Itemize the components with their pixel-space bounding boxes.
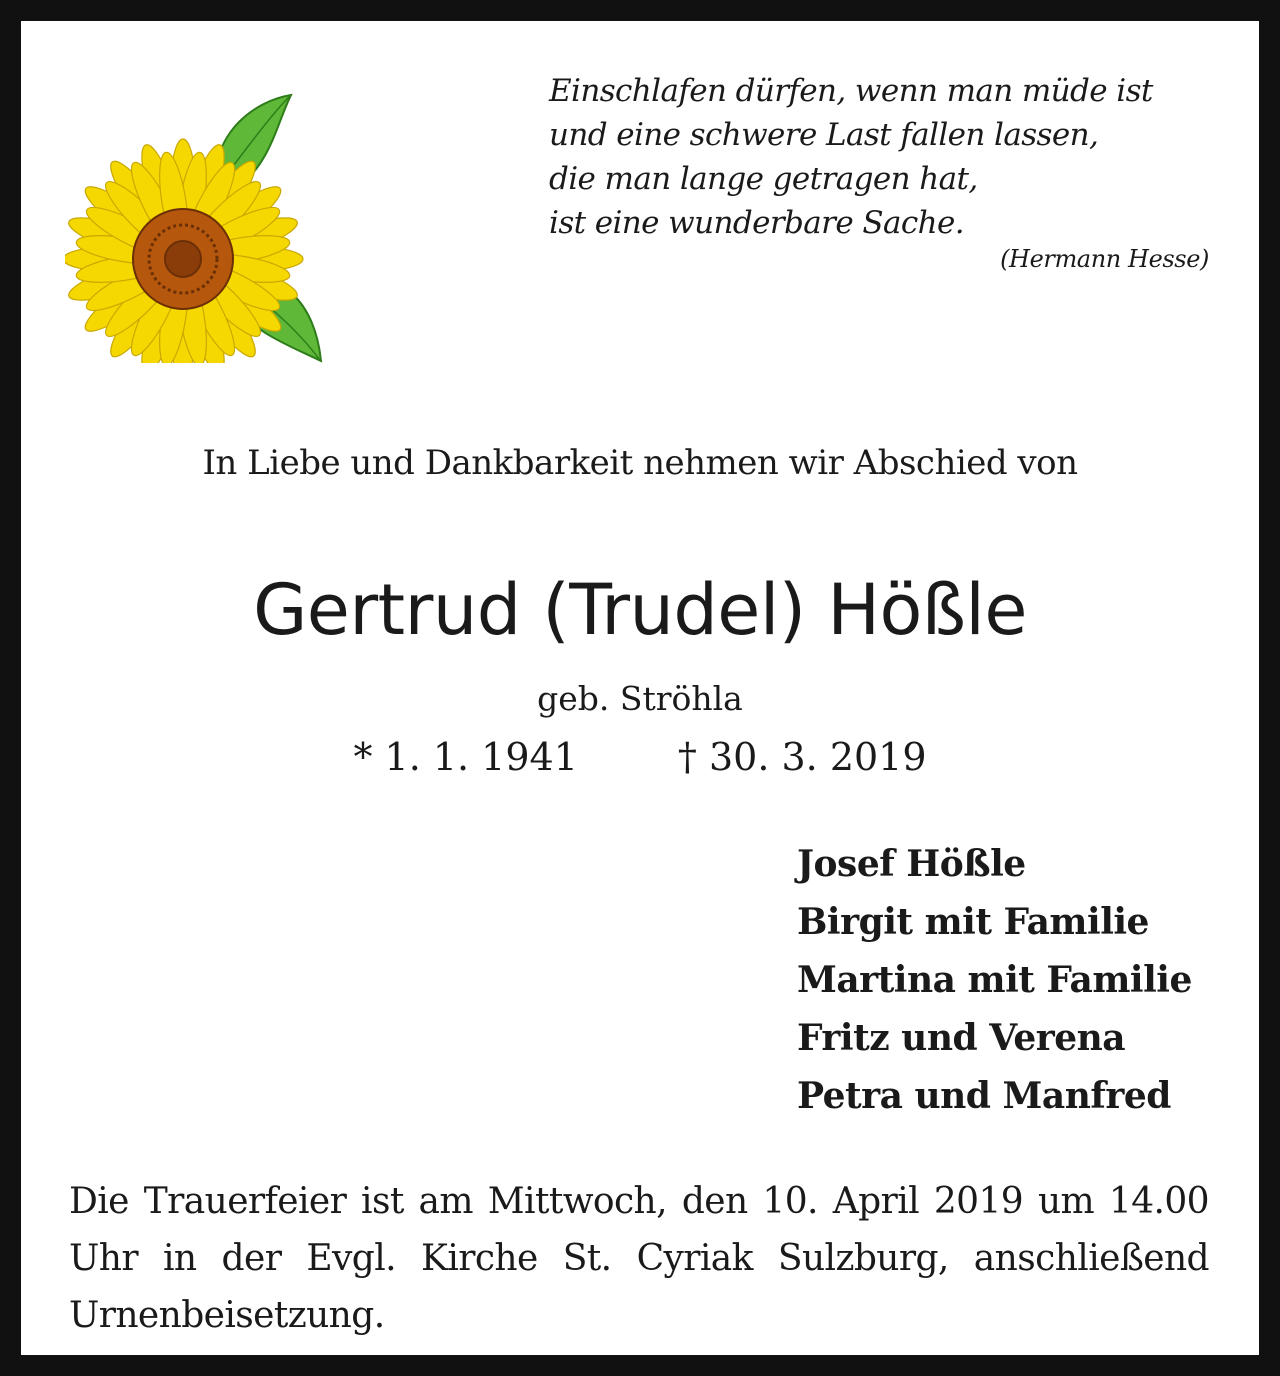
family-member: Fritz und Verena	[797, 1017, 1126, 1059]
quote-line: die man lange getragen hat,	[549, 161, 978, 197]
life-dates	[21, 735, 1259, 779]
family-member: Martina mit Familie	[797, 959, 1192, 1001]
flower-center-core	[165, 241, 201, 277]
obituary-notice	[21, 21, 1259, 1355]
maiden-name: geb. Ströhla	[537, 679, 743, 718]
quote-line: und eine schwere Last fallen lassen,	[549, 117, 1099, 153]
quote-line: ist eine wunderbare Sache.	[549, 205, 965, 241]
hesse-quote	[549, 69, 1209, 275]
family-member: Josef Hößle	[797, 843, 1026, 885]
death-date: † 30. 3. 2019	[677, 735, 927, 779]
deceased-name: Gertrud (Trudel) Hößle	[253, 569, 1027, 651]
sunflower-icon	[65, 71, 327, 363]
quote-author: (Hermann Hesse)	[1000, 245, 1209, 273]
birth-date: * 1. 1. 1941	[353, 735, 578, 779]
quote-line: Einschlafen dürfen, wenn man müde ist	[549, 73, 1153, 109]
family-list	[797, 835, 1192, 1125]
family-member: Birgit mit Familie	[797, 901, 1149, 943]
ceremony-info: Die Trauerfeier ist am Mittwoch, den 10. April 2019 um 14.00 Uhr in der Evgl. Kirche St. Cyriak Sulzburg, anschließend Urnenbeisetzung.	[69, 1181, 1209, 1336]
intro-line: In Liebe und Dankbarkeit nehmen wir Abschied von	[202, 443, 1078, 483]
family-member: Petra und Manfred	[797, 1075, 1171, 1117]
